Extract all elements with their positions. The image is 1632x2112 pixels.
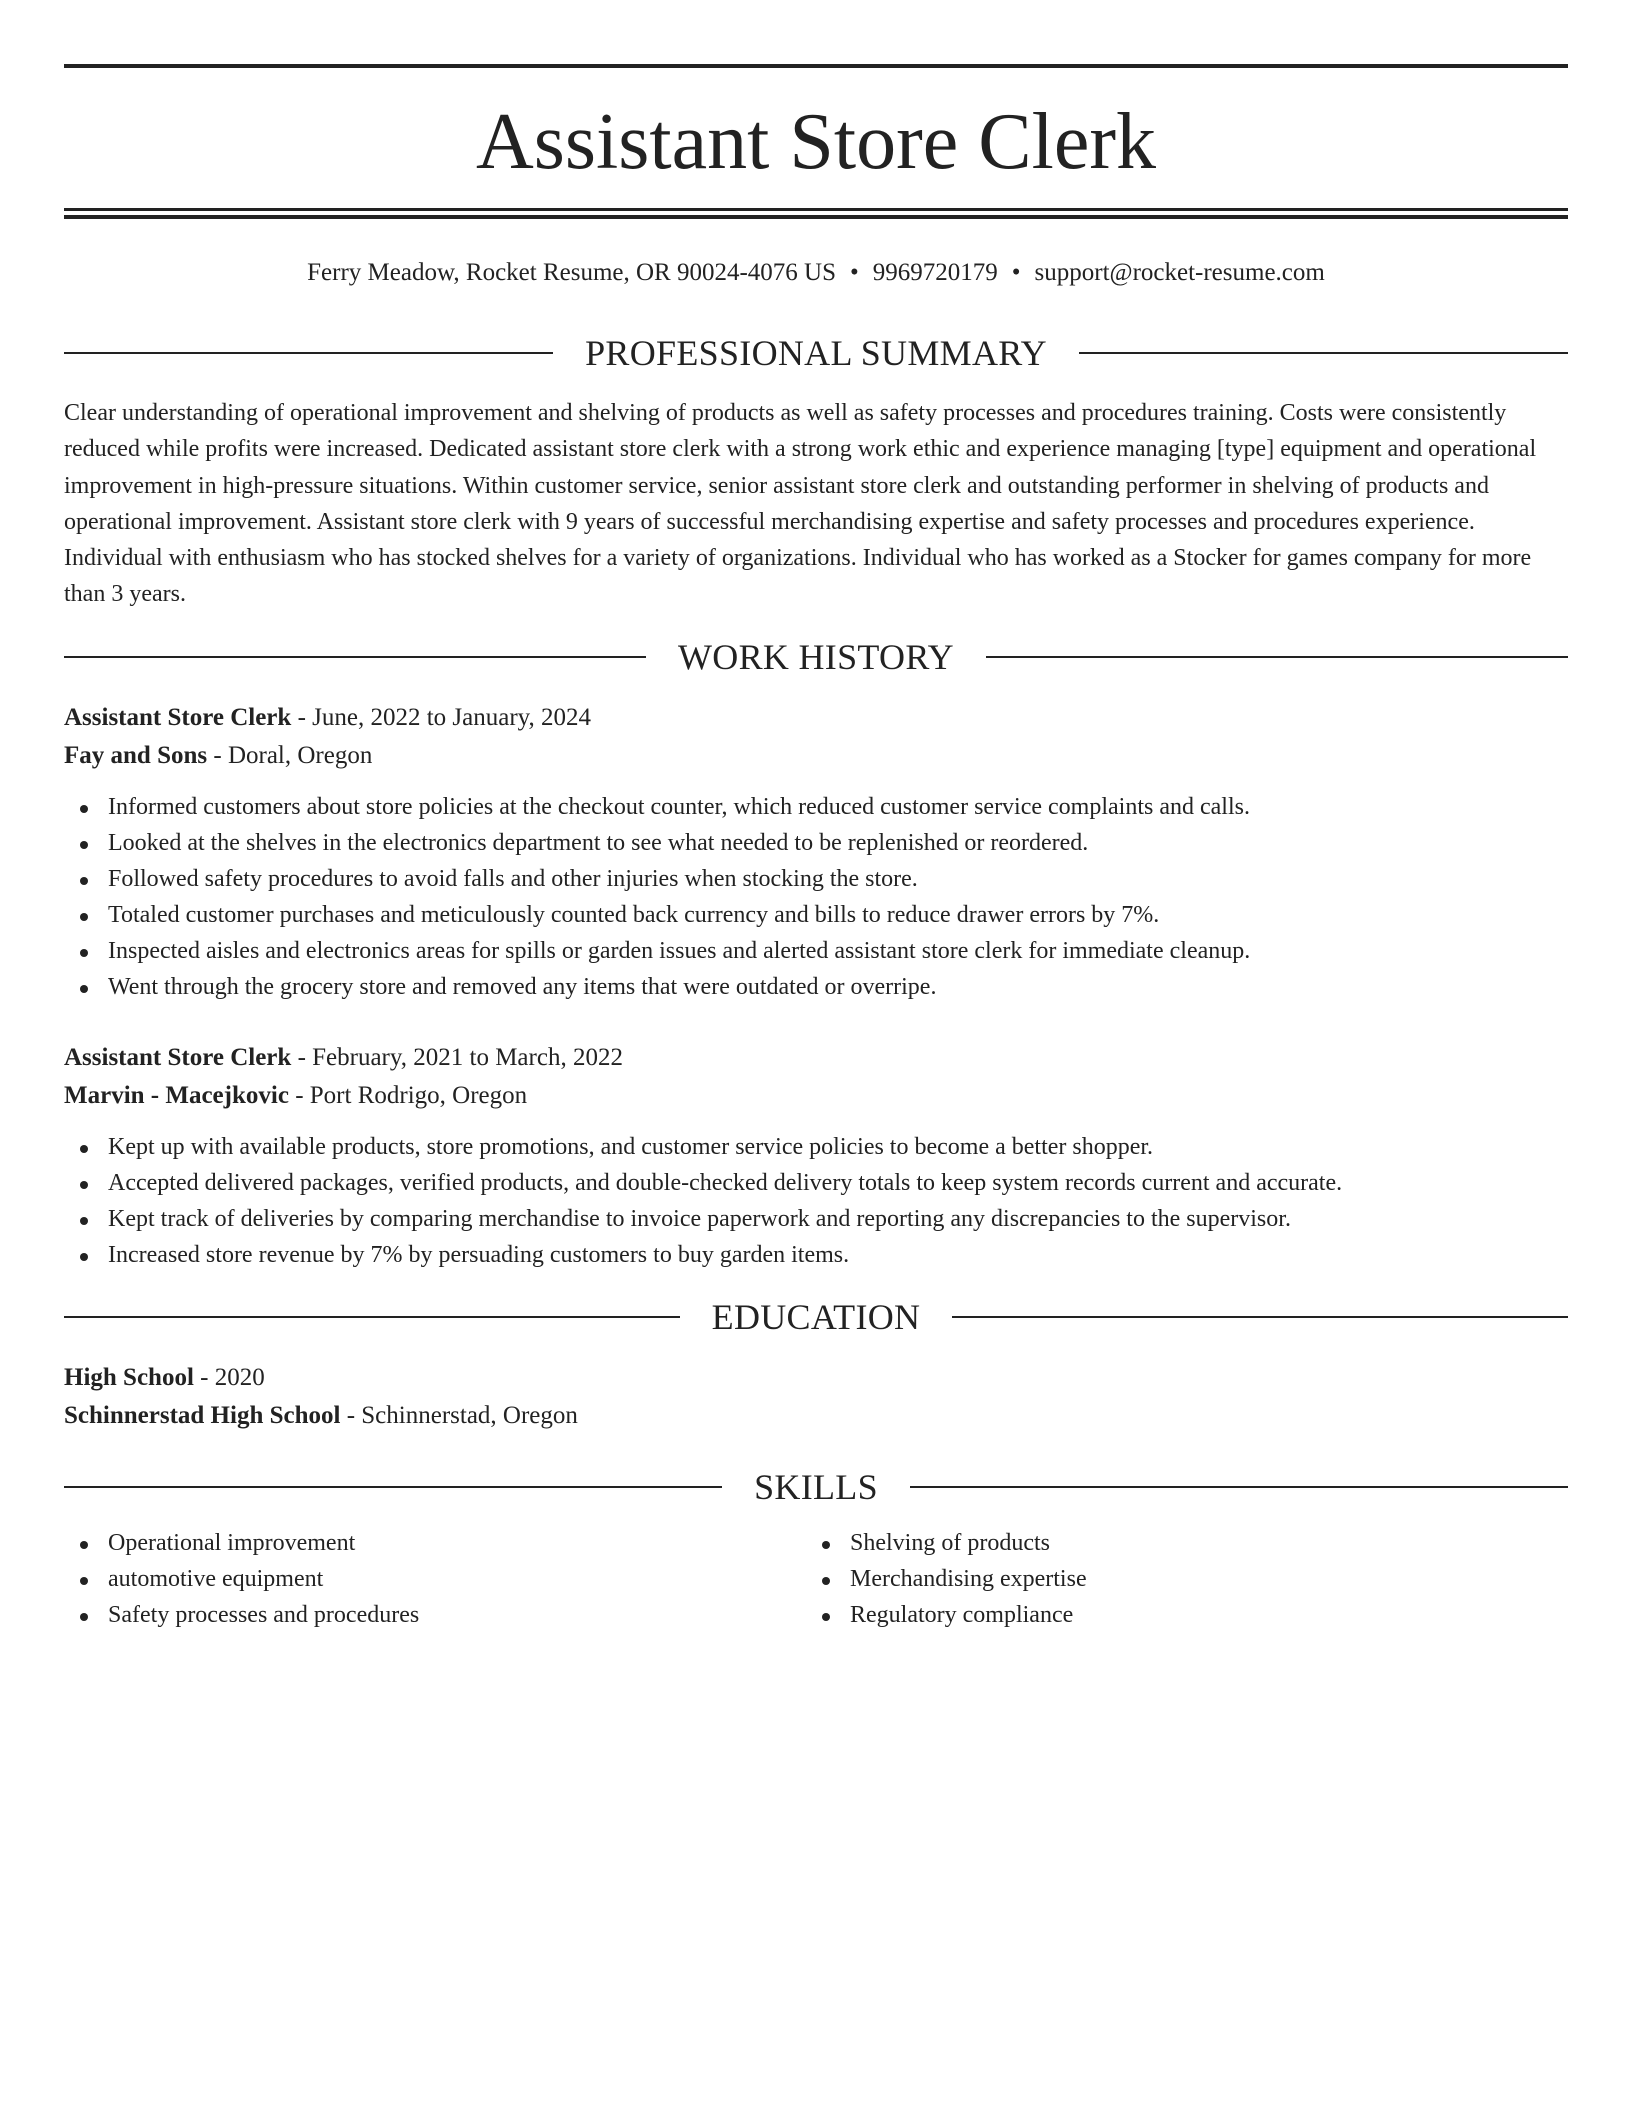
summary-heading-label: PROFESSIONAL SUMMARY xyxy=(585,333,1047,373)
education-entry xyxy=(64,1359,1568,1435)
skill-item: Safety processes and procedures xyxy=(64,1597,806,1633)
job-location: - Doral, Oregon xyxy=(207,741,373,769)
skill-item: Shelving of products xyxy=(806,1525,1548,1561)
heading-rule xyxy=(64,352,553,354)
summary-section-heading xyxy=(64,331,1568,375)
job-dates: - June, 2022 to January, 2024 xyxy=(291,703,592,731)
education-heading-label: EDUCATION xyxy=(711,1296,921,1337)
heading-rule xyxy=(910,1486,1568,1488)
job-company: Fay and Sons xyxy=(64,741,208,769)
contact-line xyxy=(64,258,1568,288)
contact-separator: • xyxy=(1011,259,1021,286)
heading-rule xyxy=(1079,352,1568,354)
contact-phone: 9969720179 xyxy=(872,259,998,286)
job-bullet-list xyxy=(64,1129,1568,1273)
contact-email: support@rocket-resume.com xyxy=(1034,259,1325,286)
heading-rule xyxy=(64,1316,680,1318)
job-location: - Port Rodrigo, Oregon xyxy=(288,1081,528,1109)
job-bullet: Totaled customer purchases and meticulously counted back currency and bills to reduce drawer errors by 7%. xyxy=(64,897,1568,933)
skills-column-left xyxy=(64,1525,806,1633)
education-school: Schinnerstad High School xyxy=(64,1401,341,1429)
job-bullet: Kept track of deliveries by comparing merchandise to invoice paperwork and reporting any discrepancies to the supervisor. xyxy=(64,1201,1568,1237)
job-bullet: Followed safety procedures to avoid falls and other injuries when stocking the store. xyxy=(64,861,1568,897)
job-title-line xyxy=(64,699,1568,737)
skill-item: Merchandising expertise xyxy=(806,1561,1548,1597)
job-title: Assistant Store Clerk xyxy=(64,703,292,731)
job-title: Assistant Store Clerk xyxy=(64,1043,292,1071)
contact-separator: • xyxy=(850,259,859,286)
summary-paragraph: Clear understanding of operational improvement and shelving of products as well as safety processes and procedures training. Costs were consistently reduced while profits were increased. Dedicated assistant store clerk with a strong work ethic and experience managing [type] equipment and operational improvement in high-pressure situations. Within customer service, senior assistant store clerk and outstanding performer in shelving of products and operational improvement. Assistant store clerk with 9 years of successful merchandising expertise and safety processes and procedures experience. Individual with enthusiasm who has stocked shelves for a variety of organizations. Individual who has worked as a Stocker for games company for more than 3 years. xyxy=(64,400,1537,608)
job-bullet: Looked at the shelves in the electronics department to see what needed to be replenished or reordered. xyxy=(64,825,1568,861)
education-section-heading xyxy=(64,1295,1568,1339)
contact-address: Ferry Meadow, Rocket Resume, OR 90024-4076 US xyxy=(307,259,837,286)
heading-rule xyxy=(952,1316,1568,1318)
job-title-line xyxy=(64,1039,1568,1077)
education-degree-line xyxy=(64,1359,1568,1397)
skills-grid xyxy=(64,1525,1568,1633)
job-bullet: Increased store revenue by 7% by persuading customers to buy garden items. xyxy=(64,1237,1568,1273)
work-history-heading-label: WORK HISTORY xyxy=(678,636,954,677)
top-rule xyxy=(64,64,1568,68)
education-school-line xyxy=(64,1397,1568,1435)
skill-item: automotive equipment xyxy=(64,1561,806,1597)
job-bullet-list xyxy=(64,789,1568,1005)
education-degree: High School xyxy=(64,1363,194,1391)
skills-heading-label: SKILLS xyxy=(754,1466,878,1507)
skill-item: Regulatory compliance xyxy=(806,1597,1548,1633)
job-bullet: Went through the grocery store and removed any items that were outdated or overripe. xyxy=(64,969,1568,1005)
title-double-rule xyxy=(64,208,1568,219)
job-entry xyxy=(64,1039,1568,1273)
education-year: - 2020 xyxy=(193,1363,265,1391)
job-entry xyxy=(64,699,1568,1005)
skills-section-heading xyxy=(64,1465,1568,1509)
job-bullet: Informed customers about store policies at the checkout counter, which reduced customer service complaints and calls. xyxy=(64,789,1568,825)
job-dates: - February, 2021 to March, 2022 xyxy=(291,1043,623,1071)
job-company-line xyxy=(64,1077,1568,1115)
heading-rule xyxy=(64,1486,722,1488)
heading-rule xyxy=(986,656,1568,658)
job-bullet: Kept up with available products, store promotions, and customer service policies to become a better shopper. xyxy=(64,1129,1568,1165)
education-location: - Schinnerstad, Oregon xyxy=(340,1401,578,1429)
job-bullet: Inspected aisles and electronics areas for spills or garden issues and alerted assistant store clerk for immediate cleanup. xyxy=(64,933,1568,969)
job-company-line xyxy=(64,737,1568,775)
job-company: Marvin - Macejkovic xyxy=(64,1081,289,1109)
resume-page xyxy=(64,64,1568,1633)
resume-title: Assistant Store Clerk xyxy=(476,98,1156,186)
skills-column-right xyxy=(806,1525,1548,1633)
heading-rule xyxy=(64,656,646,658)
work-history-section-heading xyxy=(64,635,1568,679)
skill-item: Operational improvement xyxy=(64,1525,806,1561)
job-bullet: Accepted delivered packages, verified products, and double-checked delivery totals to keep system records current and accurate. xyxy=(64,1165,1568,1201)
